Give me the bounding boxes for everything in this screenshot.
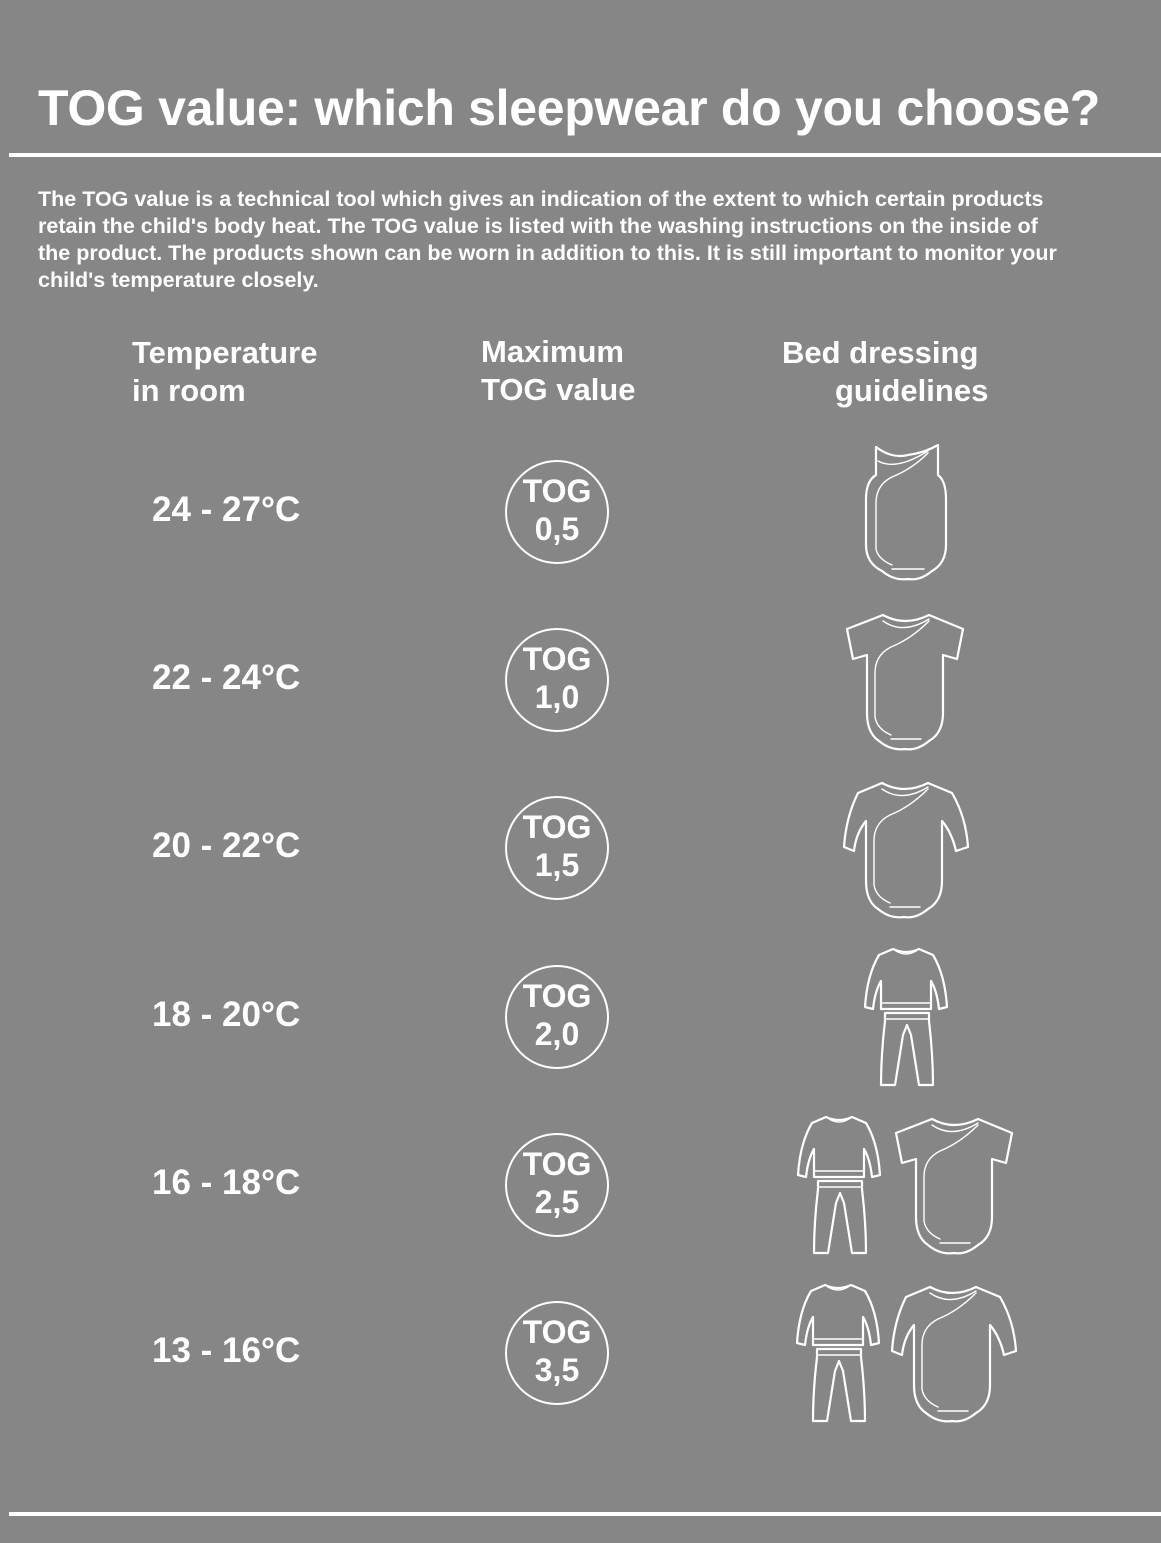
short-sleeve-bodysuit-icon: [894, 1113, 1016, 1255]
tog-value: 0,5: [534, 511, 580, 547]
tog-badge: [505, 1133, 609, 1237]
tog-value: 2,5: [534, 1184, 580, 1220]
long-sleeve-bodysuit-icon: [890, 1281, 1018, 1423]
tog-column-header: [481, 333, 636, 409]
temperature-range: 22 - 24°C: [152, 658, 301, 697]
long-sleeve-bodysuit-icon: [842, 777, 970, 919]
tog-label: TOG: [522, 809, 592, 845]
temperature-range: 20 - 22°C: [152, 826, 301, 865]
intro-paragraph: [38, 186, 1138, 294]
temperature-range: 24 - 27°C: [152, 490, 301, 529]
bottom-divider: [9, 1512, 1161, 1516]
tog-label: TOG: [522, 1314, 592, 1350]
tog-value: 3,5: [534, 1352, 580, 1388]
intro-line: the product. The products shown can be worn in addition to this. It is still important to monitor your: [38, 241, 1057, 265]
intro-line: retain the child's body heat. The TOG value is listed with the washing instructions on the inside of: [38, 214, 1038, 238]
header-line: guidelines: [835, 373, 989, 408]
sleeveless-bodysuit-icon: [862, 441, 952, 581]
pyjamas-icon: [863, 945, 949, 1087]
intro-line: child's temperature closely.: [38, 268, 319, 292]
tog-value: 2,0: [534, 1016, 580, 1052]
short-sleeve-bodysuit-icon: [845, 609, 967, 751]
bed-dressing-column-header: [782, 334, 988, 410]
tog-badge: [505, 965, 609, 1069]
tog-label: TOG: [522, 641, 592, 677]
tog-label: TOG: [522, 1146, 592, 1182]
top-divider: [9, 153, 1161, 157]
header-line: in room: [132, 373, 246, 408]
tog-label: TOG: [522, 978, 592, 1014]
header-line: TOG value: [481, 372, 636, 407]
header-line: Temperature: [132, 335, 318, 370]
pyjamas-icon: [795, 1281, 881, 1423]
tog-value: 1,0: [534, 679, 580, 715]
temperature-range: 16 - 18°C: [152, 1163, 301, 1202]
intro-line: The TOG value is a technical tool which gives an indication of the extent to which certain products: [38, 187, 1044, 211]
tog-label: TOG: [522, 473, 592, 509]
page-title: TOG value: which sleepwear do you choose?: [38, 80, 1101, 136]
tog-badge: [505, 628, 609, 732]
pyjamas-icon: [796, 1113, 882, 1255]
tog-value: 1,5: [534, 847, 580, 883]
header-line: Maximum: [481, 334, 624, 369]
temperature-column-header: [132, 334, 318, 410]
tog-badge: [505, 460, 609, 564]
header-line: Bed dressing: [782, 335, 979, 370]
tog-badge: [505, 796, 609, 900]
temperature-range: 13 - 16°C: [152, 1331, 301, 1370]
tog-badge: [505, 1301, 609, 1405]
temperature-range: 18 - 20°C: [152, 995, 301, 1034]
